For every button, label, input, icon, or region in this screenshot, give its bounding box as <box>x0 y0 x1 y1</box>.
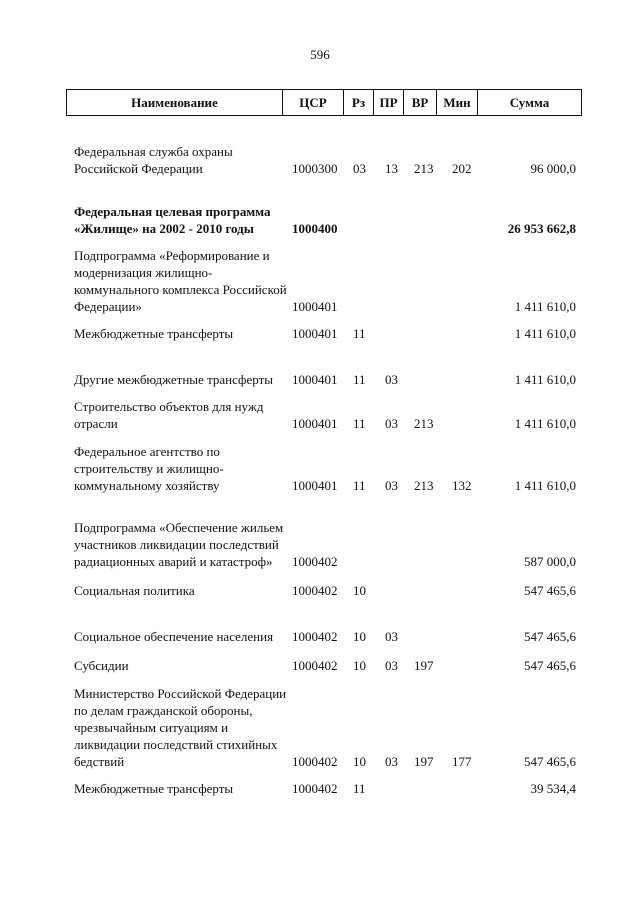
row-csr: 1000402 <box>292 754 338 769</box>
row-name: Социальная политика <box>74 583 195 598</box>
row-name: Межбюджетные трансферты <box>74 326 234 341</box>
row-rz: 10 <box>353 629 366 644</box>
row-name: Федеральное агентство по строительству и жилищно-коммунальному хозяйству <box>74 444 224 493</box>
row-pr: 03 <box>385 416 398 431</box>
row-csr: 1000402 <box>292 658 338 673</box>
row-name: Подпрограмма «Реформирование и модернизация жилищно-коммунального комплекса Российской Федерации» <box>74 248 287 314</box>
header-name: Наименование <box>131 94 218 110</box>
header-min: Мин <box>436 90 477 115</box>
table-row <box>0 780 640 797</box>
row-rz: 11 <box>353 478 366 493</box>
header-rz: Рз <box>343 90 373 115</box>
header-pr: ПР <box>373 90 403 115</box>
table-header <box>66 89 582 116</box>
row-csr: 1000401 <box>292 326 338 341</box>
table-row <box>0 354 640 388</box>
row-pr: 13 <box>385 161 398 176</box>
row-csr: 1000401 <box>292 299 338 314</box>
row-csr: 1000300 <box>292 161 338 176</box>
row-name: Другие межбюджетные трансферты <box>74 372 273 387</box>
row-sum: 547 465,6 <box>524 754 576 769</box>
table-row <box>0 502 640 570</box>
row-rz: 10 <box>353 658 366 673</box>
row-csr: 1000401 <box>292 478 338 493</box>
row-sum: 547 465,6 <box>524 658 576 673</box>
row-pr: 03 <box>385 478 398 493</box>
row-pr: 03 <box>385 754 398 769</box>
row-sum: 547 465,6 <box>524 583 576 598</box>
row-sum: 26 953 662,8 <box>507 221 576 236</box>
row-name: Федеральная целевая программа «Жилище» на 2002 - 2010 годы <box>74 204 271 236</box>
row-rz: 10 <box>353 583 366 598</box>
row-name: Министерство Российской Федерации по делам гражданской обороны, чрезвычайным ситуациям и ликвидации последствий стихийных бедствий <box>74 686 287 769</box>
row-vr: 213 <box>414 416 434 431</box>
row-rz: 11 <box>353 326 366 341</box>
page-number: 596 <box>310 47 330 62</box>
table-row <box>0 657 640 674</box>
row-rz: 11 <box>353 416 366 431</box>
row-sum: 1 411 610,0 <box>514 478 576 493</box>
table-row <box>0 582 640 599</box>
row-min: 132 <box>452 478 472 493</box>
header-vr: ВР <box>403 90 436 115</box>
table-row <box>0 247 640 315</box>
row-csr: 1000402 <box>292 781 338 796</box>
row-name: Федеральная служба охраны Российской Федерации <box>74 144 233 176</box>
row-vr: 213 <box>414 478 434 493</box>
row-csr: 1000402 <box>292 629 338 644</box>
row-min: 177 <box>452 754 472 769</box>
row-rz: 11 <box>353 372 366 387</box>
row-vr: 197 <box>414 658 434 673</box>
row-sum: 39 534,4 <box>530 781 576 796</box>
row-csr: 1000400 <box>292 221 338 236</box>
row-csr: 1000402 <box>292 554 338 569</box>
table-row <box>0 443 640 494</box>
row-csr: 1000402 <box>292 583 338 598</box>
row-min: 202 <box>452 161 472 176</box>
row-csr: 1000401 <box>292 372 338 387</box>
table-row <box>0 143 640 177</box>
row-csr: 1000401 <box>292 416 338 431</box>
row-name: Социальное обеспечение населения <box>74 629 274 644</box>
row-name: Строительство объектов для нужд отрасли <box>74 399 264 431</box>
row-name: Подпрограмма «Обеспечение жильем участников ликвидации последствий радиационных аварий и катастроф» <box>74 520 284 569</box>
header-sum: Сумма <box>477 90 581 115</box>
row-name: Субсидии <box>74 658 129 673</box>
row-sum: 1 411 610,0 <box>514 299 576 314</box>
row-pr: 03 <box>385 658 398 673</box>
row-pr: 03 <box>385 629 398 644</box>
row-sum: 547 465,6 <box>524 629 576 644</box>
row-sum: 96 000,0 <box>530 161 576 176</box>
row-sum: 1 411 610,0 <box>514 372 576 387</box>
row-sum: 1 411 610,0 <box>514 326 576 341</box>
row-sum: 1 411 610,0 <box>514 416 576 431</box>
table-row <box>0 186 640 237</box>
table-row <box>0 611 640 645</box>
row-pr: 03 <box>385 372 398 387</box>
row-rz: 10 <box>353 754 366 769</box>
table-row <box>0 325 640 342</box>
row-name: Межбюджетные трансферты <box>74 781 234 796</box>
row-vr: 213 <box>414 161 434 176</box>
row-rz: 03 <box>353 161 366 176</box>
table-row <box>0 398 640 432</box>
table-row <box>0 685 640 770</box>
row-vr: 197 <box>414 754 434 769</box>
row-rz: 11 <box>353 781 366 796</box>
row-sum: 587 000,0 <box>524 554 576 569</box>
header-csr: ЦСР <box>282 90 343 115</box>
